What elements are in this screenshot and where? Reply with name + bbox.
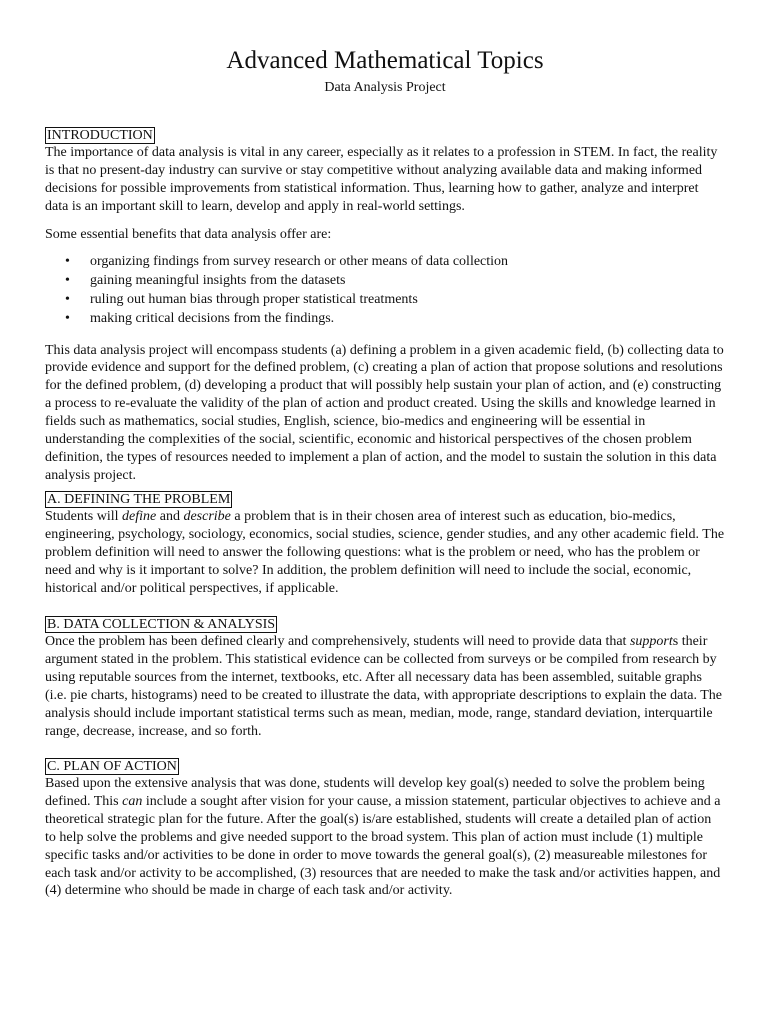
text-run: and [156, 509, 184, 524]
list-item-text: gaining meaningful insights from the datasets [90, 272, 346, 288]
section-b-paragraph [45, 633, 725, 740]
bullet-icon: • [65, 253, 70, 269]
text-run: a problem that is in their chosen area of interest such as education, bio-medics, engineering, psychology, sociology, economics, social studies, science, gender studies, and any other academic field. The problem definition will need to answer the following questions: what is the problem or need, who has the problem or need and why is it important to solve? In addition, the problem definition will need to include the social, economic, historical and/or political perspectives, if applicable. [45, 509, 725, 596]
project-overview-paragraph: This data analysis project will encompass students (a) defining a problem in a given academic field, (b) collecting data to provide evidence and support for the defined problem, (c) creating a plan of action that propose solutions and resolutions for the defined problem, (d) developing a product that will possibly help sustain your plan of action, and (e) constructing a process to re-evaluate the validity of the plan of action and product created. Using the skills and knowledge learned in fields such as mathematics, social studies, English, science, bio-medics and engineering will be essential in understanding the complexities of the social, scientific, economic and historical perspectives of the chosen problem definition, the types of resources needed to implement a plan of action, and the model to sustain the solution in this data analysis project. [45, 342, 724, 483]
emphasis-define: define [122, 509, 157, 524]
list-item [45, 271, 725, 290]
text-run: Once the problem has been defined clearly and comprehensively, students will need to provide data that [45, 634, 630, 649]
text-run: s their argument stated in the problem. This statistical evidence can be collected from surveys or be compiled from research by using reputable sources from the internet, textbooks, etc. After all necessary data has been assembled, suitable graphs (i.e. pie charts, histograms) need to be created to illustrate the data, with appropriate descriptions to explain the data. The analysis should include important statistical terms such as mean, median, mode, range, standard deviation, interquartile range, decrease, increase, and so forth. [45, 634, 722, 739]
section-a-paragraph [45, 508, 725, 598]
introduction-heading: INTRODUCTION [47, 128, 153, 143]
list-item [45, 252, 725, 271]
list-item [45, 309, 725, 328]
section-data-collection [45, 615, 725, 740]
section-c-paragraph [45, 775, 725, 900]
text-run: Students will [45, 509, 123, 524]
benefits-intro: Some essential benefits that data analysis offer are: [45, 226, 332, 242]
list-item-text: ruling out human bias through proper statistical treatments [90, 291, 418, 307]
bullet-icon: • [65, 272, 70, 288]
document-subtitle: Data Analysis Project [324, 80, 446, 95]
document-title: Advanced Mathematical Topics [226, 47, 544, 74]
text-run: Based upon the extensive analysis that was done, students will develop key goal(s) needed to solve the problem being defined. This [45, 776, 705, 809]
section-plan-of-action [45, 757, 725, 900]
list-item-text: organizing findings from survey research or other means of data collection [90, 253, 509, 269]
bullet-icon: • [65, 291, 70, 307]
emphasis-can: can [122, 793, 143, 809]
emphasis-describe: describe [183, 509, 231, 524]
text-run: include a sought after vision for your cause, a mission statement, particular objectives to achieve and a theoretical strategic plan for the future. After the goal(s) is/are established, students will create a detailed plan of action to help solve the problems and give needed support to the broad system. This plan of action must include (1) multiple specific tasks and/or activities to be done in order to move towards the general goal(s), (2) measureable milestones for each task and/or activity to be accomplished, (3) resources that are needed to make the task and/or activities happen, and (4) determine who should be made in charge of each task and/or activity. [45, 793, 721, 899]
list-item [45, 290, 725, 309]
bullet-icon: • [65, 310, 70, 326]
section-c-heading: C. PLAN OF ACTION [47, 759, 177, 774]
section-b-heading: B. DATA COLLECTION & ANALYSIS [47, 617, 276, 632]
benefits-list [45, 252, 725, 328]
emphasis-support: support [629, 634, 673, 649]
introduction-paragraph: The importance of data analysis is vital in any career, especially as it relates to a profession in STEM. In fact, the reality is that no present-day industry can survive or stay competitive without analyzing available data and making informed decisions for possible improvements from statistical information. Thus, learning how to gather, analyze and interpret data is an important skill to learn, develop and apply in real-world settings. [45, 145, 718, 214]
section-defining-problem [45, 490, 725, 598]
introduction-section [45, 126, 725, 485]
list-item-text: making critical decisions from the findings. [90, 310, 335, 326]
section-a-heading: A. DEFINING THE PROBLEM [47, 492, 231, 507]
